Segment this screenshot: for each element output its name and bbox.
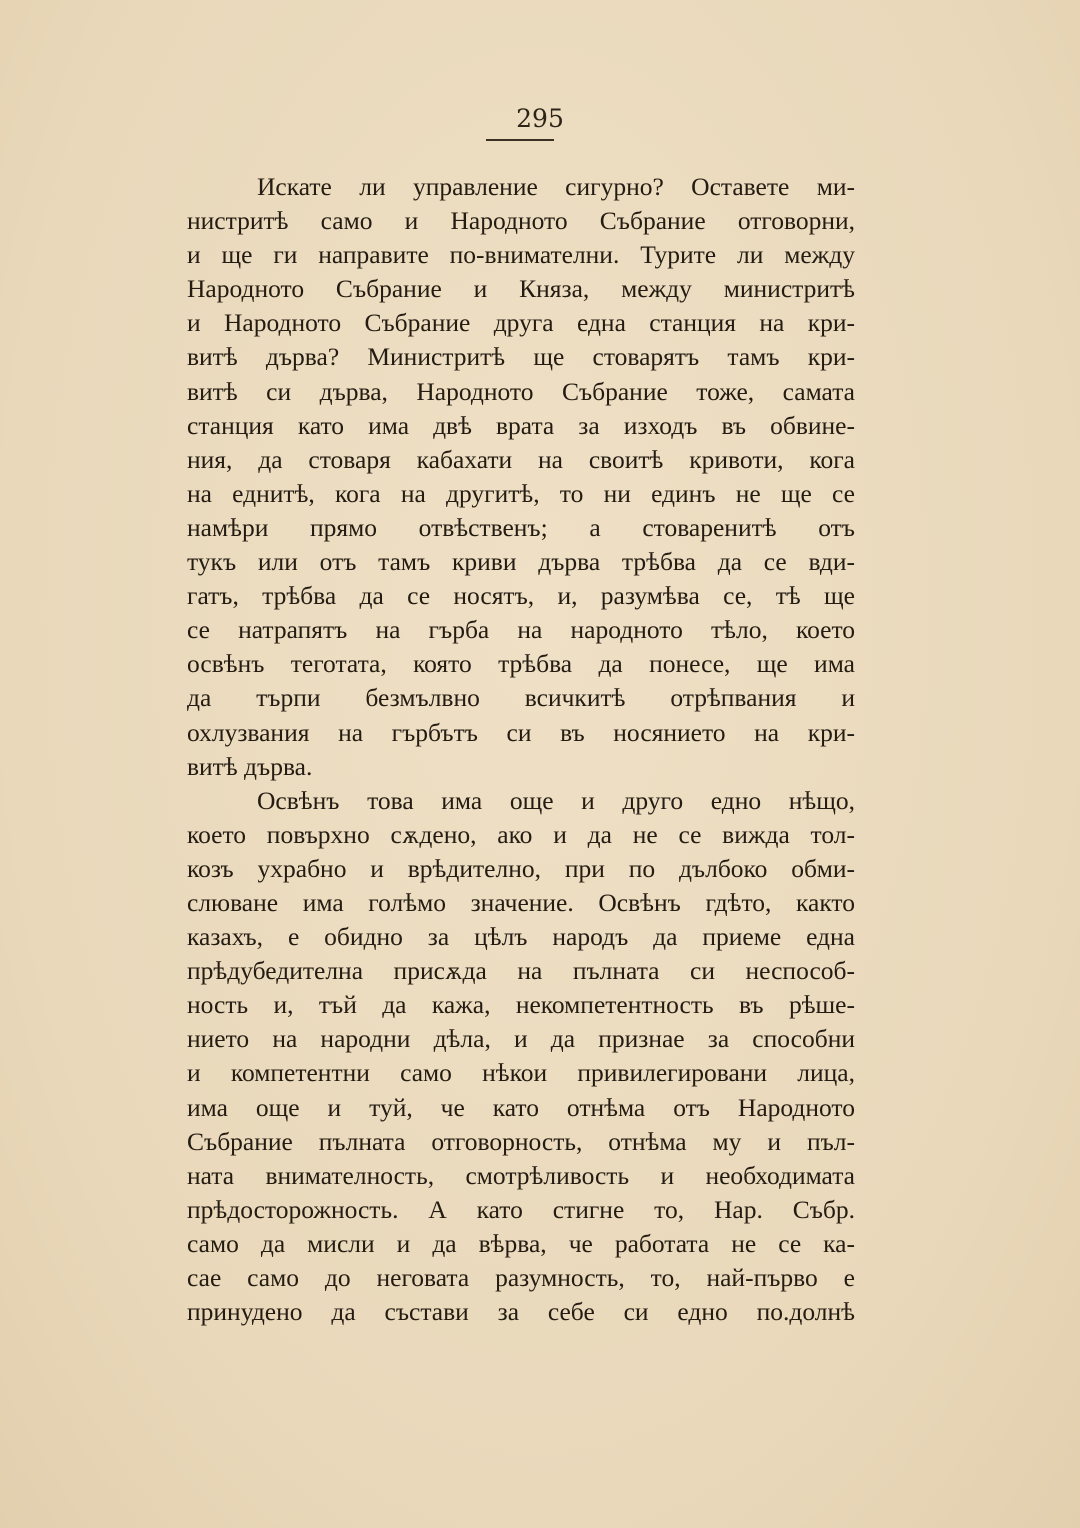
text-line: на еднитѣ, кога на другитѣ, то ни единъ не ще се [187,478,855,508]
text-line: намѣри прямо отвѣственъ; а стоваренитѣ отъ [187,512,855,542]
text-line: и компетентни само нѣкои привилегировани лица, [187,1058,855,1088]
text-line: нистритѣ само и Народното Събрание отговорни, [187,206,855,236]
text-line: ния, да стоваря кабахати на своитѣ кривоти, кога [187,444,855,474]
paragraph-2 [187,784,855,1330]
text-line: Освѣнъ това има още и друго едно нѣщо, [257,785,855,815]
page-number: 295 [516,104,564,133]
page-number-rule [486,139,554,141]
text-line: ность и, тъй да кажа, некомпетентность въ рѣше- [187,990,855,1020]
text-line: витѣ дърва. [187,751,313,781]
text-line: сае само до неговата разумность, то, най-първо е [187,1263,855,1292]
text-line: и Народното Събрание друга една станция на кри- [187,308,855,338]
text-line: само да мисли и да вѣрва, че работата не се ка- [187,1228,855,1258]
text-line: казахъ, е обидно за цѣлъ народъ да приеме една [187,922,855,952]
text-line: освѣнъ теготата, която трѣбва да понесе, ще има [187,649,855,679]
text-line: витѣ дърва? Министритѣ ще стоварятъ тамъ кри- [187,342,855,372]
text-line: витѣ си дърва, Народното Събрание тоже, самата [187,376,855,406]
text-line: се натрапятъ на гърба на народното тѣло, което [187,615,855,645]
text-line: тукъ или отъ тамъ криви дърва трѣбва да се вди- [187,547,855,577]
text-line: нието на народни дѣла, и да признае за способни [187,1024,855,1054]
text-line: слюване има голѣмо значение. Освѣнъ гдѣто, както [187,887,855,917]
text-line: прѣдубедителна присѫда на пълната си неспособ- [187,956,855,986]
text-line: Искате ли управление сигурно? Оставете ми- [257,172,855,201]
text-line: станция като има двѣ врата за изходъ въ обвине- [187,410,855,440]
text-line: Народното Събрание и Княза, между министритѣ [187,274,855,304]
text-line: охлузвания на гърбътъ си въ носянието на кри- [187,717,855,747]
body-text [187,170,855,1329]
text-line: прѣдосторожность. А като стигне то, Нар. Събр. [187,1194,855,1224]
text-line: което повърхно сѫдено, ако и да не се вижда тол- [187,819,855,849]
text-line: принудено да състави за себе си едно по.долнѣ [187,1297,855,1327]
text-line: и ще ги направите по-внимателни. Турите ли между [187,240,855,270]
text-line: ната внимателность, смотрѣливость и необходимата [187,1160,855,1190]
text-line: гатъ, трѣбва да се носятъ, и, разумѣва се, тѣ ще [187,581,855,611]
text-line: има още и туй, че като отнѣма отъ Народното [187,1092,855,1122]
paragraph-1 [187,170,855,784]
text-line: Събрание пълната отговорность, отнѣма му и пъл- [187,1126,855,1156]
text-line: да търпи безмълвно всичкитѣ отрѣпвания и [187,683,855,713]
text-line: козъ ухрабно и врѣдително, при по дълбоко обми- [187,853,855,883]
